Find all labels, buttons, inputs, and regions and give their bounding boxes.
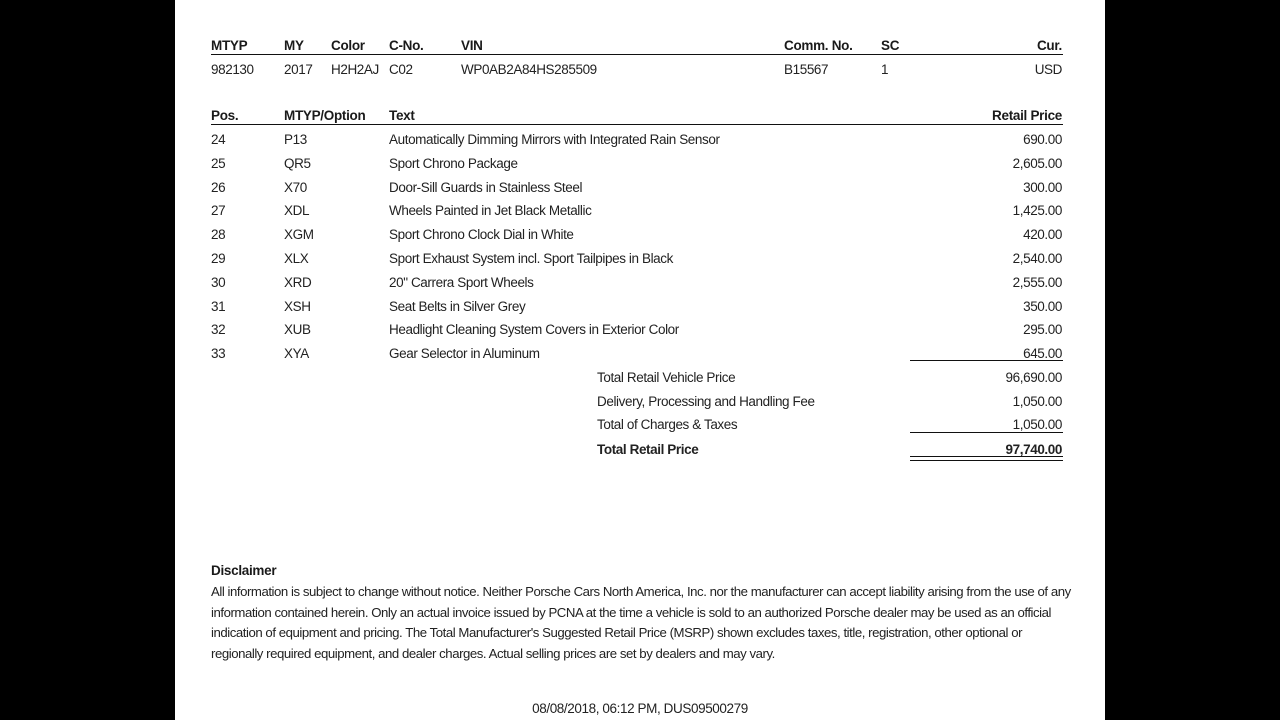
row-text: Headlight Cleaning System Covers in Exterior Color	[389, 322, 679, 337]
header-comm-no-label: Comm. No.	[784, 38, 853, 53]
row-pos: 25	[211, 156, 226, 171]
table-code-header: MTYP/Option	[284, 108, 366, 123]
header-mtyp-label: MTYP	[211, 38, 248, 53]
row-code: XYA	[284, 346, 309, 361]
row-price: 690.00	[1023, 132, 1062, 147]
total-retail-price-value: 97,740.00	[1005, 442, 1062, 457]
row-code: XDL	[284, 203, 310, 218]
header-cno-value: C02	[389, 62, 413, 77]
table-pos-header: Pos.	[211, 108, 239, 123]
row-text: 20" Carrera Sport Wheels	[389, 275, 534, 290]
table-price-header: Retail Price	[992, 108, 1062, 123]
row-text: Seat Belts in Silver Grey	[389, 299, 526, 314]
row-code: XGM	[284, 227, 314, 242]
delivery-fee-label: Delivery, Processing and Handling Fee	[597, 394, 815, 409]
row-price: 295.00	[1023, 322, 1062, 337]
header-cur-label: Cur.	[1036, 38, 1062, 53]
header-rule	[211, 54, 1063, 55]
row-price: 2,555.00	[1012, 275, 1062, 290]
delivery-fee-value: 1,050.00	[1012, 394, 1062, 409]
row-pos: 27	[211, 203, 226, 218]
row-pos: 28	[211, 227, 226, 242]
charges-taxes-label: Total of Charges & Taxes	[597, 417, 738, 432]
charges-taxes-value: 1,050.00	[1012, 417, 1062, 432]
total-double-rule	[910, 456, 1063, 461]
charges-rule	[910, 432, 1063, 433]
header-mtyp-value: 982130	[211, 62, 254, 77]
total-vehicle-label: Total Retail Vehicle Price	[597, 370, 736, 385]
row-pos: 32	[211, 322, 226, 337]
disclaimer-title: Disclaimer	[211, 563, 277, 578]
header-my-label: MY	[284, 38, 304, 53]
row-price: 420.00	[1023, 227, 1062, 242]
row-code: XRD	[284, 275, 312, 290]
total-vehicle-value: 96,690.00	[1005, 370, 1062, 385]
header-color-value: H2H2AJ	[331, 62, 379, 77]
subtotal-rule	[910, 360, 1063, 361]
disclaimer-text: All information is subject to change without notice. Neither Porsche Cars North America, Inc. nor the manufacturer can accept liability arising from the use of any information contained herein. Only an actual invoice issued by PCNA at the time a vehicle is sold to an authorized Porsche dealer may be used as an official indication of equipment and pricing. The Total Manufacturer's Suggested Retail Price (MSRP) shown excludes taxes, title, registration, other optional or regionally required equipment, and dealer charges. Actual selling prices are set by dealers and may vary.	[211, 584, 1071, 661]
row-code: XLX	[284, 251, 309, 266]
row-pos: 26	[211, 180, 226, 195]
header-comm-no-value: B15567	[784, 62, 829, 77]
header-sc-value: 1	[881, 62, 889, 77]
row-price: 350.00	[1023, 299, 1062, 314]
header-vin-label: VIN	[461, 38, 483, 53]
row-text: Wheels Painted in Jet Black Metallic	[389, 203, 592, 218]
row-price: 300.00	[1023, 180, 1062, 195]
row-text: Sport Chrono Package	[389, 156, 518, 171]
row-price: 2,540.00	[1012, 251, 1062, 266]
header-sc-label: SC	[881, 38, 900, 53]
row-text: Door-Sill Guards in Stainless Steel	[389, 180, 583, 195]
row-text: Sport Exhaust System incl. Sport Tailpipes in Black	[389, 251, 673, 266]
row-price: 2,605.00	[1012, 156, 1062, 171]
header-vin-value: WP0AB2A84HS285509	[461, 62, 597, 77]
table-header-rule	[211, 124, 1063, 125]
row-pos: 31	[211, 299, 226, 314]
row-pos: 33	[211, 346, 226, 361]
row-pos: 29	[211, 251, 226, 266]
row-pos: 24	[211, 132, 226, 147]
table-text-header: Text	[389, 108, 415, 123]
row-code: XUB	[284, 322, 311, 337]
row-price: 645.00	[1023, 346, 1062, 361]
header-cur-value: USD	[1034, 62, 1062, 77]
row-text: Automatically Dimming Mirrors with Integrated Rain Sensor	[389, 132, 720, 147]
row-text: Gear Selector in Aluminum	[389, 346, 540, 361]
total-retail-price-label: Total Retail Price	[597, 442, 699, 457]
row-code: XSH	[284, 299, 311, 314]
header-my-value: 2017	[284, 62, 313, 77]
row-code: QR5	[284, 156, 311, 171]
footer-timestamp: 08/08/2018, 06:12 PM, DUS09500279	[532, 701, 748, 716]
row-price: 1,425.00	[1012, 203, 1062, 218]
row-code: P13	[284, 132, 307, 147]
row-text: Sport Chrono Clock Dial in White	[389, 227, 574, 242]
header-color-label: Color	[331, 38, 365, 53]
row-pos: 30	[211, 275, 226, 290]
document-page	[175, 0, 1105, 720]
header-cno-label: C-No.	[389, 38, 424, 53]
row-code: X70	[284, 180, 307, 195]
